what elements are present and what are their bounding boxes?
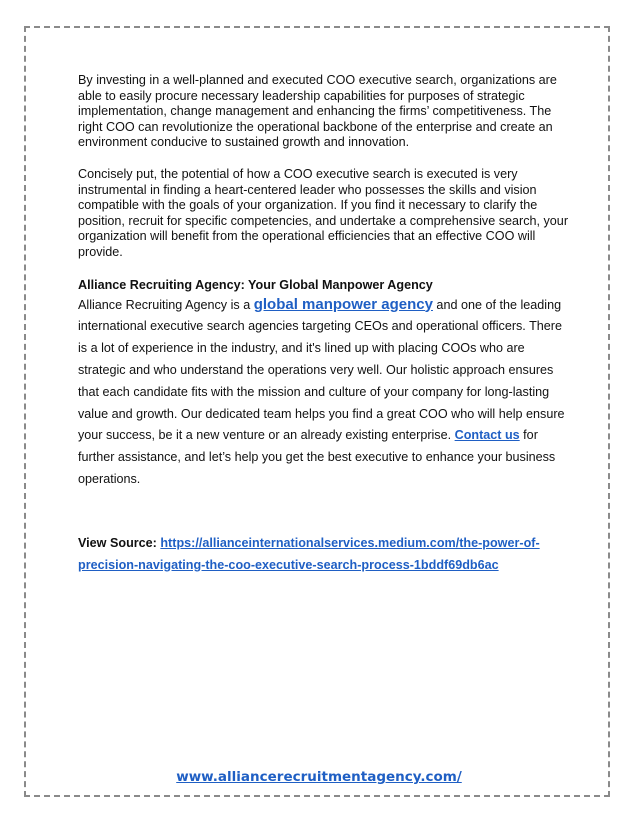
document-body — [78, 73, 570, 576]
global-manpower-agency-link[interactable]: global manpower agency — [253, 295, 433, 313]
agency-text-middle: and one of the leading international executive search agencies targeting CEOs and operational officers. There is a lot of experience in the industry, and it's lined up with placing COOs who are strategic and who understand the operations very well. Our holistic approach ensures that each candidate fits with the mission and culture of your company for long-lasting value and growth. Our dedicated team helps you find a great COO who will help ensure your success, be it a new venture or an already existing enterprise. — [78, 297, 565, 443]
footer — [0, 769, 638, 785]
view-source — [78, 533, 570, 577]
agency-text-end: for further assistance, and let’s help you get the best executive to enhance your business operations. — [78, 428, 556, 486]
paragraph-summary: Concisely put, the potential of how a COO executive search is executed is very instrumental in finding a heart-centered leader who possesses the skills and vision compatible with the goals of your organization. If you find it necessary to clarify the position, recruit for specific competencies, and undertake a comprehensive search, your organization will benefit from the operational efficiencies that an effective COO will provide. — [78, 166, 569, 259]
source-url-link[interactable]: https://allianceinternationalservices.medium.com/the-power-of-precision-navigating-the-coo-executive-search-process-1bddf69db6ac — [78, 535, 540, 572]
footer-website-link[interactable]: www.alliancerecruitmentagency.com/ — [176, 769, 462, 785]
paragraph-intro: By investing in a well-planned and executed COO executive search, organizations are able to easily procure necessary leadership capabilities for purposes of strategic implementation, change management and enhancing the firms’ competitiveness. The right COO can revolutionize the operational backbone of the enterprise and create an environment conducive to sustained growth and innovation. — [78, 73, 557, 150]
contact-us-link[interactable]: Contact us — [454, 428, 520, 443]
paragraph-agency — [78, 294, 570, 491]
view-source-label: View Source: — [78, 535, 157, 550]
section-heading: Alliance Recruiting Agency: Your Global Manpower Agency — [78, 277, 433, 292]
agency-text-start: Alliance Recruiting Agency is a — [78, 297, 254, 312]
